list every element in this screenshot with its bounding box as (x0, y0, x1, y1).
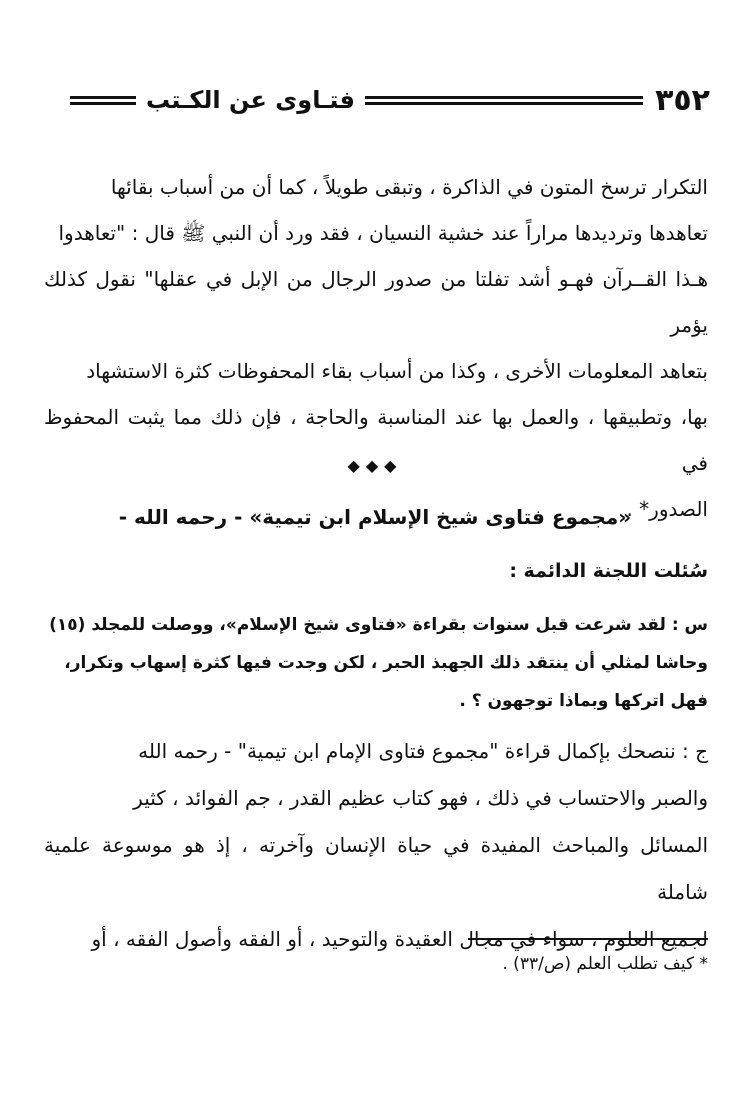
text-line: تعاهدها وترديدها مراراً عند خشية النسيان ، فقد ورد أن النبي ﷺ قال : "تعاهدوا (58, 221, 708, 245)
text-line: بها، وتطبيقها ، والعمل بها عند المناسبة والحاجة ، فإن ذلك مما يثبت المحفوظ في (44, 405, 708, 475)
text-line: الصدور* . (626, 497, 708, 521)
text-line: بتعاهد المعلومات الأخرى ، وكذا من أسباب بقاء المحفوظات كثرة الاستشهاد (86, 359, 708, 383)
question-line: فهل اتركها وبماذا توجهون ؟ . (459, 691, 708, 711)
answer-paragraph (44, 728, 708, 963)
footnote-divider (468, 938, 708, 940)
text-line: التكرار ترسخ المتون في الذاكرة ، وتبقى طويلاً ، كما أن من أسباب بقائها (110, 175, 708, 199)
footnote: * كيف تطلب العلم (ص/٣٣) . (502, 954, 708, 974)
question-line: وحاشا لمثلي أن ينتقد ذلك الجهبذ الحبر ، لكن وجدت فيها كثرة إسهاب وتكرار، (64, 653, 708, 673)
answer-line: لجميع العلوم ، سواء في مجال العقيدة والتوحيد ، أو الفقه وأصول الفقه ، أو (91, 927, 708, 951)
paragraph-memorization (44, 164, 708, 532)
header-rule-end (70, 96, 136, 105)
committee-label: سُئلت اللجنة الدائمة : (509, 560, 708, 582)
header-rule (365, 96, 643, 105)
question-line: س : لقد شرعت قبل سنوات بقراءة «فتاوى شيخ الإسلام»، ووصلت للمجلد (١٥) (49, 615, 708, 635)
question-paragraph (44, 606, 708, 720)
answer-line: والصبر والاحتساب في ذلك ، فهو كتاب عظيم القدر ، جم الفوائد ، كثير (133, 786, 708, 810)
answer-line: ج : ننصحك بإكمال قراءة "مجموع فتاوى الإمام ابن تيمية" - رحمه الله (138, 739, 708, 763)
section-separator: ◆◆◆ (347, 456, 403, 475)
text-line: هـذا القــرآن فهـو أشد تفلتا من صدور الرجال من الإبل في عقلها" نقول كذلك يؤمر (44, 267, 708, 337)
answer-line: المسائل والمباحث المفيدة في حياة الإنسان وآخرته ، إذ هو موسوعة علمية شاملة (44, 833, 708, 904)
page-number: ٣٥٢ (655, 82, 710, 118)
running-title: فتـاوى عن الكـتب (146, 86, 355, 114)
page-header (70, 80, 710, 120)
section-title: «مجموع فتاوى شيخ الإسلام ابن تيمية» - رحمه الله - (118, 505, 632, 529)
